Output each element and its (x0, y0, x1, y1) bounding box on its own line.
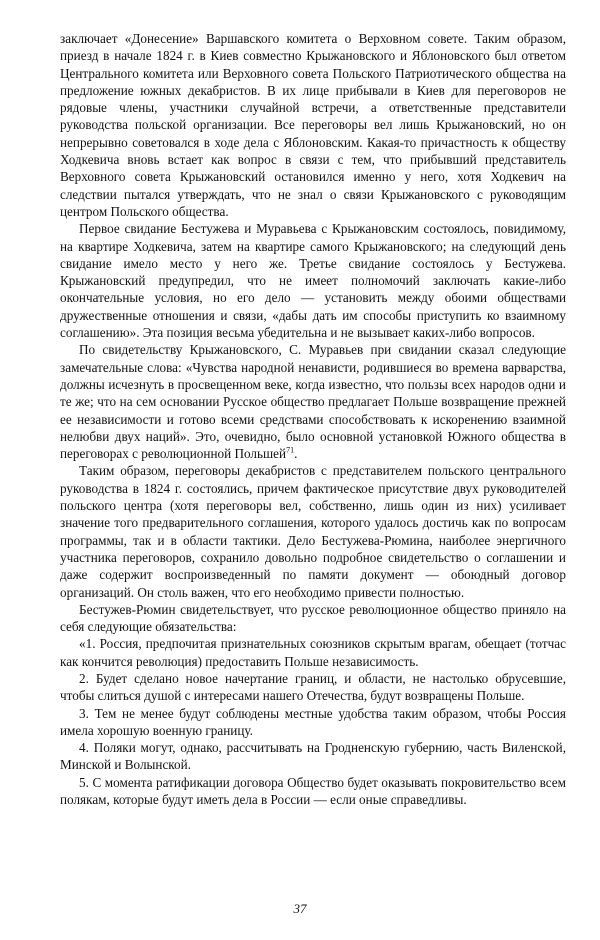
page-number: 37 (293, 901, 307, 916)
paragraph (60, 341, 566, 462)
paragraph-text: По свидетельству Крыжановского, С. Муравьев при свидании сказал следующие замечательные слова: «Чувства народной ненависти, родившиеся во времена варварства, должны исчезнуть в просвещенном веке, когда известно, что пользы всех народов одни и те же; что на сем основании Русское общество предлагает Польше возвращение прежней ее независимости и готово всеми средствами способствовать к искоренению взаимной нелюбви двух наций». Это, очевидно, было основной установкой Южного общества в переговорах с революционной Польшей (60, 342, 566, 462)
list-item: «1. Россия, предпочитая признательных союзников скрытым врагам, обещает (тотчас как кончится революция) предоставить Польше независимость. (60, 636, 566, 669)
list-item: 5. С момента ратификации договора Общество будет оказывать покровительство всем полякам, которые будут иметь дела в России — если оные справедливы. (60, 774, 566, 808)
list-item: 2. Будет сделано новое начертание границ, и области, не настолько обрусевшие, чтобы слиться душой с интересами нашего Отечества, будут возвращены Польше. (60, 670, 566, 704)
paragraph-tail: . (294, 446, 298, 462)
paragraph: Таким образом, переговоры декабристов с представителем польского центрального руководства в 1824 г. состоялись, причем фактическое присутствие двух руководителей польского центра (хотя переговоры вел, собственно, лишь один из них) усиливает значение того предварительного соглашения, которого удалось достичь как по вопросам программы, так и в области тактики. Дело Бестужева-Рюмина, наиболее энергичного участника переговоров, сохранило довольно подробное свидетельство о соглашении и даже содержит воспроизведенный по памяти документ — обоюдный договор организаций. Он столь важен, что его необходимо привести полностью. (60, 463, 566, 600)
paragraph: Бестужев-Рюмин свидетельствует, что русское революционное общество приняло на себя следующие обязательства: (60, 601, 566, 635)
paragraph: заключает «Донесение» Варшавского комитета о Верховном совете. Таким образом, приезд в начале 1824 г. в Киев совместно Крыжановского и Яблоновского был ответом Центрального комитета или Верховного совета Польского Патриотического общества на предложение южных декабристов. В их лице прибывали в Киев для переговоров не рядовые члены, участники случайной встречи, а ответственные представители руководства польской организации. Все переговоры вел лишь Крыжановский, но он непрерывно советовался в ходе дела с Яблоновским. Какая-то причастность к обществу Ходкевича вновь встает как вопрос в связи с тем, что прибывший представитель Верховного совета Крыжановский остановился именно у него, хотя Ходкевич на следствии пытался утверждать, что не знал о связи Крыжановского с руководящим центром Польского общества. (60, 31, 566, 219)
body-text (60, 30, 566, 808)
footnote-ref: 71 (286, 445, 295, 455)
paragraph: Первое свидание Бестужева и Муравьева с Крыжановским состоялось, повидимому, на квартире Ходкевича, затем на квартире самого Крыжановского; на следующий день свидание имело место у него же. Третье свидание состоялось у Бестужева. Крыжановский предупредил, что не имеет полномочий заключать какие-либо окончательные условия, но его дело — установить между обоими обществами дружественные отношения и связи, «дабы дать им способы приступить ко взаимному соглашению». Эта позиция весьма убедительна и не вызывает каких-либо вопросов. (60, 221, 566, 341)
list-item: 4. Поляки могут, однако, рассчитывать на Гродненскую губернию, часть Виленской, Минской и Волынской. (60, 740, 566, 773)
list-item: 3. Тем не менее будут соблюдены местные удобства таким образом, чтобы Россия имела хорошую военную границу. (60, 705, 566, 738)
